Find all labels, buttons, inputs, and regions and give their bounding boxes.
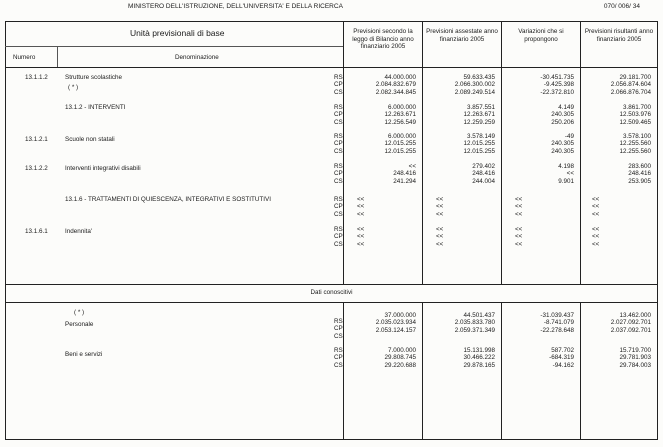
- row-col4: 283.600 248.416 253.905: [628, 163, 651, 185]
- col-divider-1: [343, 21, 344, 284]
- col-divider-4: [580, 21, 581, 284]
- table-top-border: [5, 21, 658, 22]
- row-col1: << << <<: [357, 196, 365, 218]
- row-codes: RS CP CS: [334, 226, 343, 248]
- table-bottom-border: [5, 439, 658, 440]
- row-label: 13.1.6 - TRATTAMENTI DI QUIESCENZA, INTEGRATIVI E SOSTITUTIVI: [65, 196, 271, 203]
- numero-header: Numero: [13, 54, 36, 61]
- column-header-bottom: [5, 67, 658, 68]
- col-header-bilancio: Previsioni secondo la leggo di Bilancio anno finanziario 2005: [352, 28, 414, 50]
- row-code: 13.1.1.2: [25, 74, 48, 81]
- row-label: Interventi integrativi disabili: [65, 165, 141, 172]
- dati-note: ( * ): [74, 309, 85, 316]
- row-col2: 3.578.149 12.015.255 12.015.255: [463, 133, 495, 155]
- dati-row-col1: 7.000.000 29.808.745 29.220.688: [384, 347, 416, 369]
- row-label: 13.1.2 - INTERVENTI: [65, 104, 126, 111]
- row-col1: 44.000.000 2.084.832.679 2.082.344.845: [375, 74, 416, 96]
- row-codes: RS CP CS: [334, 104, 343, 126]
- dati-row-col2: 44.501.437 2.035.833.780 2.059.371.349: [454, 312, 495, 334]
- row-col2: 59.633.435 2.066.300.002 2.089.249.514: [454, 74, 495, 96]
- dati-row-label: Personale: [65, 321, 94, 328]
- row-label: Indennita': [65, 228, 93, 235]
- table-right-border: [657, 21, 658, 439]
- dati-band-top: [5, 284, 658, 285]
- row-codes: RS CP CS: [334, 133, 343, 155]
- ministry-header: MINISTERO DELL'ISTRUZIONE, DELL'UNIVERSITA' E DELLA RICERCA: [128, 3, 343, 10]
- col-divider-1b: [343, 302, 344, 439]
- row-code: 13.1.2.2: [25, 165, 48, 172]
- col-divider-3: [501, 21, 502, 284]
- row-codes: RS CP CS: [334, 74, 343, 96]
- dati-row-col3: 587.702 -684.319 -94.162: [549, 347, 574, 369]
- dati-row-codes: RS CP CS: [334, 347, 343, 369]
- col-header-risultanti: Previsioni risultanti anno finanziario 2005: [584, 28, 654, 43]
- row-col2: << << <<: [436, 196, 444, 218]
- table-left-border: [5, 21, 6, 439]
- dati-row-label: Beni e servizi: [65, 351, 103, 358]
- dati-row-col4: 13.462.000 2.027.092.701 2.037.092.701: [610, 312, 651, 334]
- dati-row-codes: RS CP CS: [334, 318, 343, 340]
- col-divider-4b: [580, 302, 581, 439]
- row-code: 13.1.6.1: [25, 228, 48, 235]
- row-col3: 4.149 240.305 250.206: [551, 104, 574, 126]
- row-note: ( * ): [68, 84, 79, 91]
- row-col3: << << <<: [515, 196, 523, 218]
- unit-header-divider: [5, 46, 343, 47]
- row-col3: -49 240.305 240.305: [551, 133, 574, 155]
- col-header-variazioni: Variazioni che si propongono: [518, 28, 564, 43]
- dati-conoscitivi-title: Dati conoscitivi: [310, 289, 353, 296]
- col-divider-2b: [422, 302, 423, 439]
- row-col1: << << <<: [357, 226, 365, 248]
- row-col2: 279.402 248.416 244.004: [472, 163, 495, 185]
- row-label: Strutture scolastiche: [65, 74, 123, 81]
- row-col1: 6.000.000 12.015.255 12.015.255: [384, 133, 416, 155]
- col-header-assestate: Previsioni assestate anno finanziario 2005: [426, 28, 498, 43]
- dati-row-col3: -31.039.437 -8.741.079 -22.278.648: [540, 312, 574, 334]
- numero-column-divider: [57, 46, 58, 67]
- row-codes: RS CP CS: [334, 196, 343, 218]
- unita-header: Unità previsionali di base: [130, 28, 225, 38]
- row-col2: 3.857.551 12.263.671 12.259.259: [463, 104, 495, 126]
- row-col4: << << <<: [592, 196, 600, 218]
- dati-row-col1: 37.000.000 2.035.023.934 2.053.124.157: [375, 312, 416, 334]
- row-label: Scuole non statali: [65, 136, 115, 143]
- row-col4: 29.181.700 2.056.874.604 2.066.876.704: [610, 74, 651, 96]
- row-col3: -30.451.735 -9.425.398 -22.372.810: [540, 74, 574, 96]
- page-reference: 070/ 006/ 34: [603, 3, 640, 10]
- row-codes: RS CP CS: [334, 163, 343, 185]
- dati-band-bottom: [5, 302, 658, 303]
- row-col2: << << <<: [436, 226, 444, 248]
- col-divider-2: [422, 21, 423, 284]
- row-col3: 4.198 << 9.901: [558, 163, 574, 185]
- row-code: 13.1.2.1: [25, 136, 48, 143]
- row-col1: 6.000.000 12.263.671 12.256.549: [384, 104, 416, 126]
- dati-row-col4: 15.719.700 29.781.903 29.784.003: [619, 347, 651, 369]
- row-col4: 3.861.700 12.503.976 12.509.465: [619, 104, 651, 126]
- col-divider-3b: [501, 302, 502, 439]
- row-col1: << 248.416 241.294: [393, 163, 416, 185]
- dati-row-col2: 15.131.998 30.466.222 29.878.165: [463, 347, 495, 369]
- row-col4: 3.578.100 12.255.560 12.255.560: [619, 133, 651, 155]
- row-col4: << << <<: [592, 226, 600, 248]
- denominazione-header: Denominazione: [175, 54, 219, 61]
- row-col3: << << <<: [515, 226, 523, 248]
